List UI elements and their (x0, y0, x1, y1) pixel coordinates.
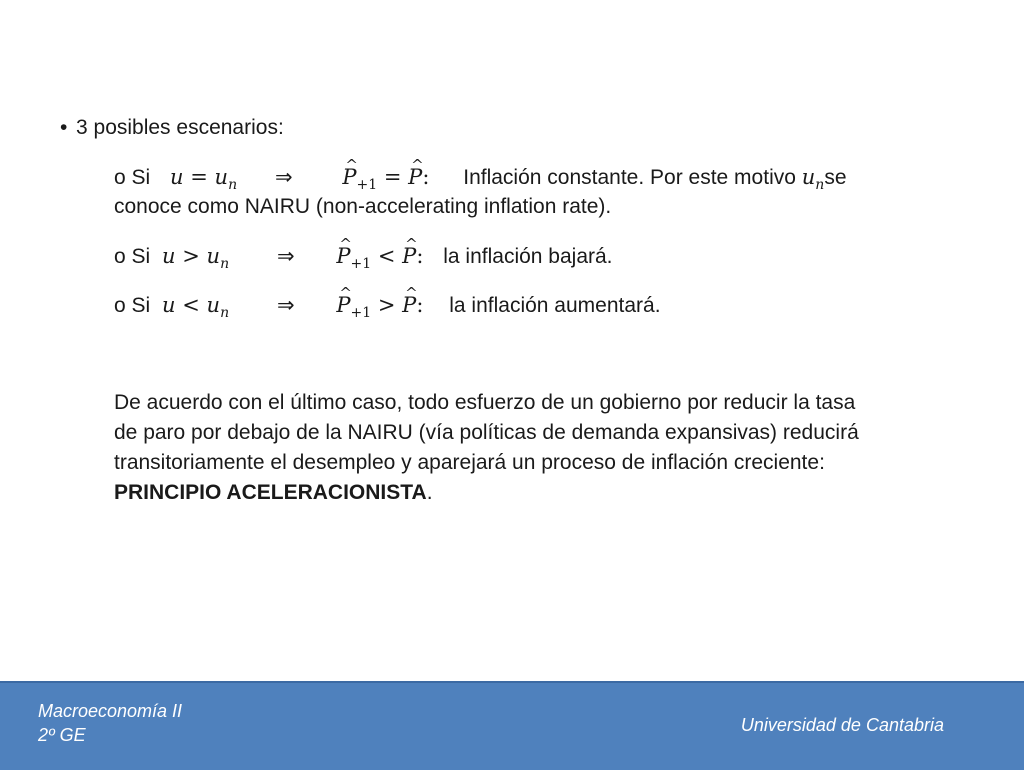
scenario-1-continuation: conoce como NAIRU (non-accelerating inflation rate). (114, 195, 612, 218)
scenario-condition: $u > u_n$ (162, 244, 230, 273)
paragraph-line: PRINCIPIO ACELERACIONISTA. (114, 481, 433, 504)
footer-university: Universidad de Cantabria (740, 715, 944, 735)
implies-arrow-icon: ⇒ (276, 293, 295, 317)
bullet-text: 3 posibles escenarios: (76, 116, 284, 139)
scenario-1 (114, 164, 847, 194)
scenario-lead: o Si (114, 294, 151, 317)
scenario-condition: $u = u_n$ (170, 165, 238, 194)
scenario-result: ^ $P_{+1}$ = ^ P: (342, 164, 429, 190)
scenario-text: la inflación bajará. (443, 245, 613, 268)
scenario-2 (114, 243, 613, 273)
course-group: 2º GE (38, 725, 86, 745)
paragraph-line: transitoriamente el desempleo y aparejará un proceso de inflación creciente: (114, 451, 825, 474)
principle-name: PRINCIPIO ACELERACIONISTA (114, 481, 427, 504)
paragraph-line: de paro por debajo de la NAIRU (vía políticas de demanda expansivas) reducirá (114, 421, 859, 444)
scenario-text: la inflación aumentará. (449, 294, 661, 317)
scenario-3 (114, 292, 661, 322)
implies-arrow-icon: ⇒ (274, 165, 293, 189)
course-name: Macroeconomía II (38, 701, 183, 721)
bullet-dot-icon: • (60, 116, 68, 139)
conclusion-paragraph (114, 388, 964, 508)
scenario-condition: $u < u_n$ (162, 293, 230, 322)
scenario-lead: o Si (114, 166, 151, 189)
paragraph-line: De acuerdo con el último caso, todo esfuerzo de un gobierno por reducir la tasa (114, 391, 856, 414)
scenario-lead: o Si (114, 245, 151, 268)
scenario-text: Inflación constante. Por este motivo $u_nse$ (463, 165, 847, 194)
bullet-heading (60, 115, 284, 141)
scenario-result: ^ $P_{+1}$ > ^ P: (336, 292, 423, 318)
scenario-result: ^ $P_{+1}$ < ^ P: (336, 243, 423, 269)
footer-course (38, 699, 182, 747)
implies-arrow-icon: ⇒ (276, 244, 295, 268)
footer-bar (0, 681, 1024, 770)
